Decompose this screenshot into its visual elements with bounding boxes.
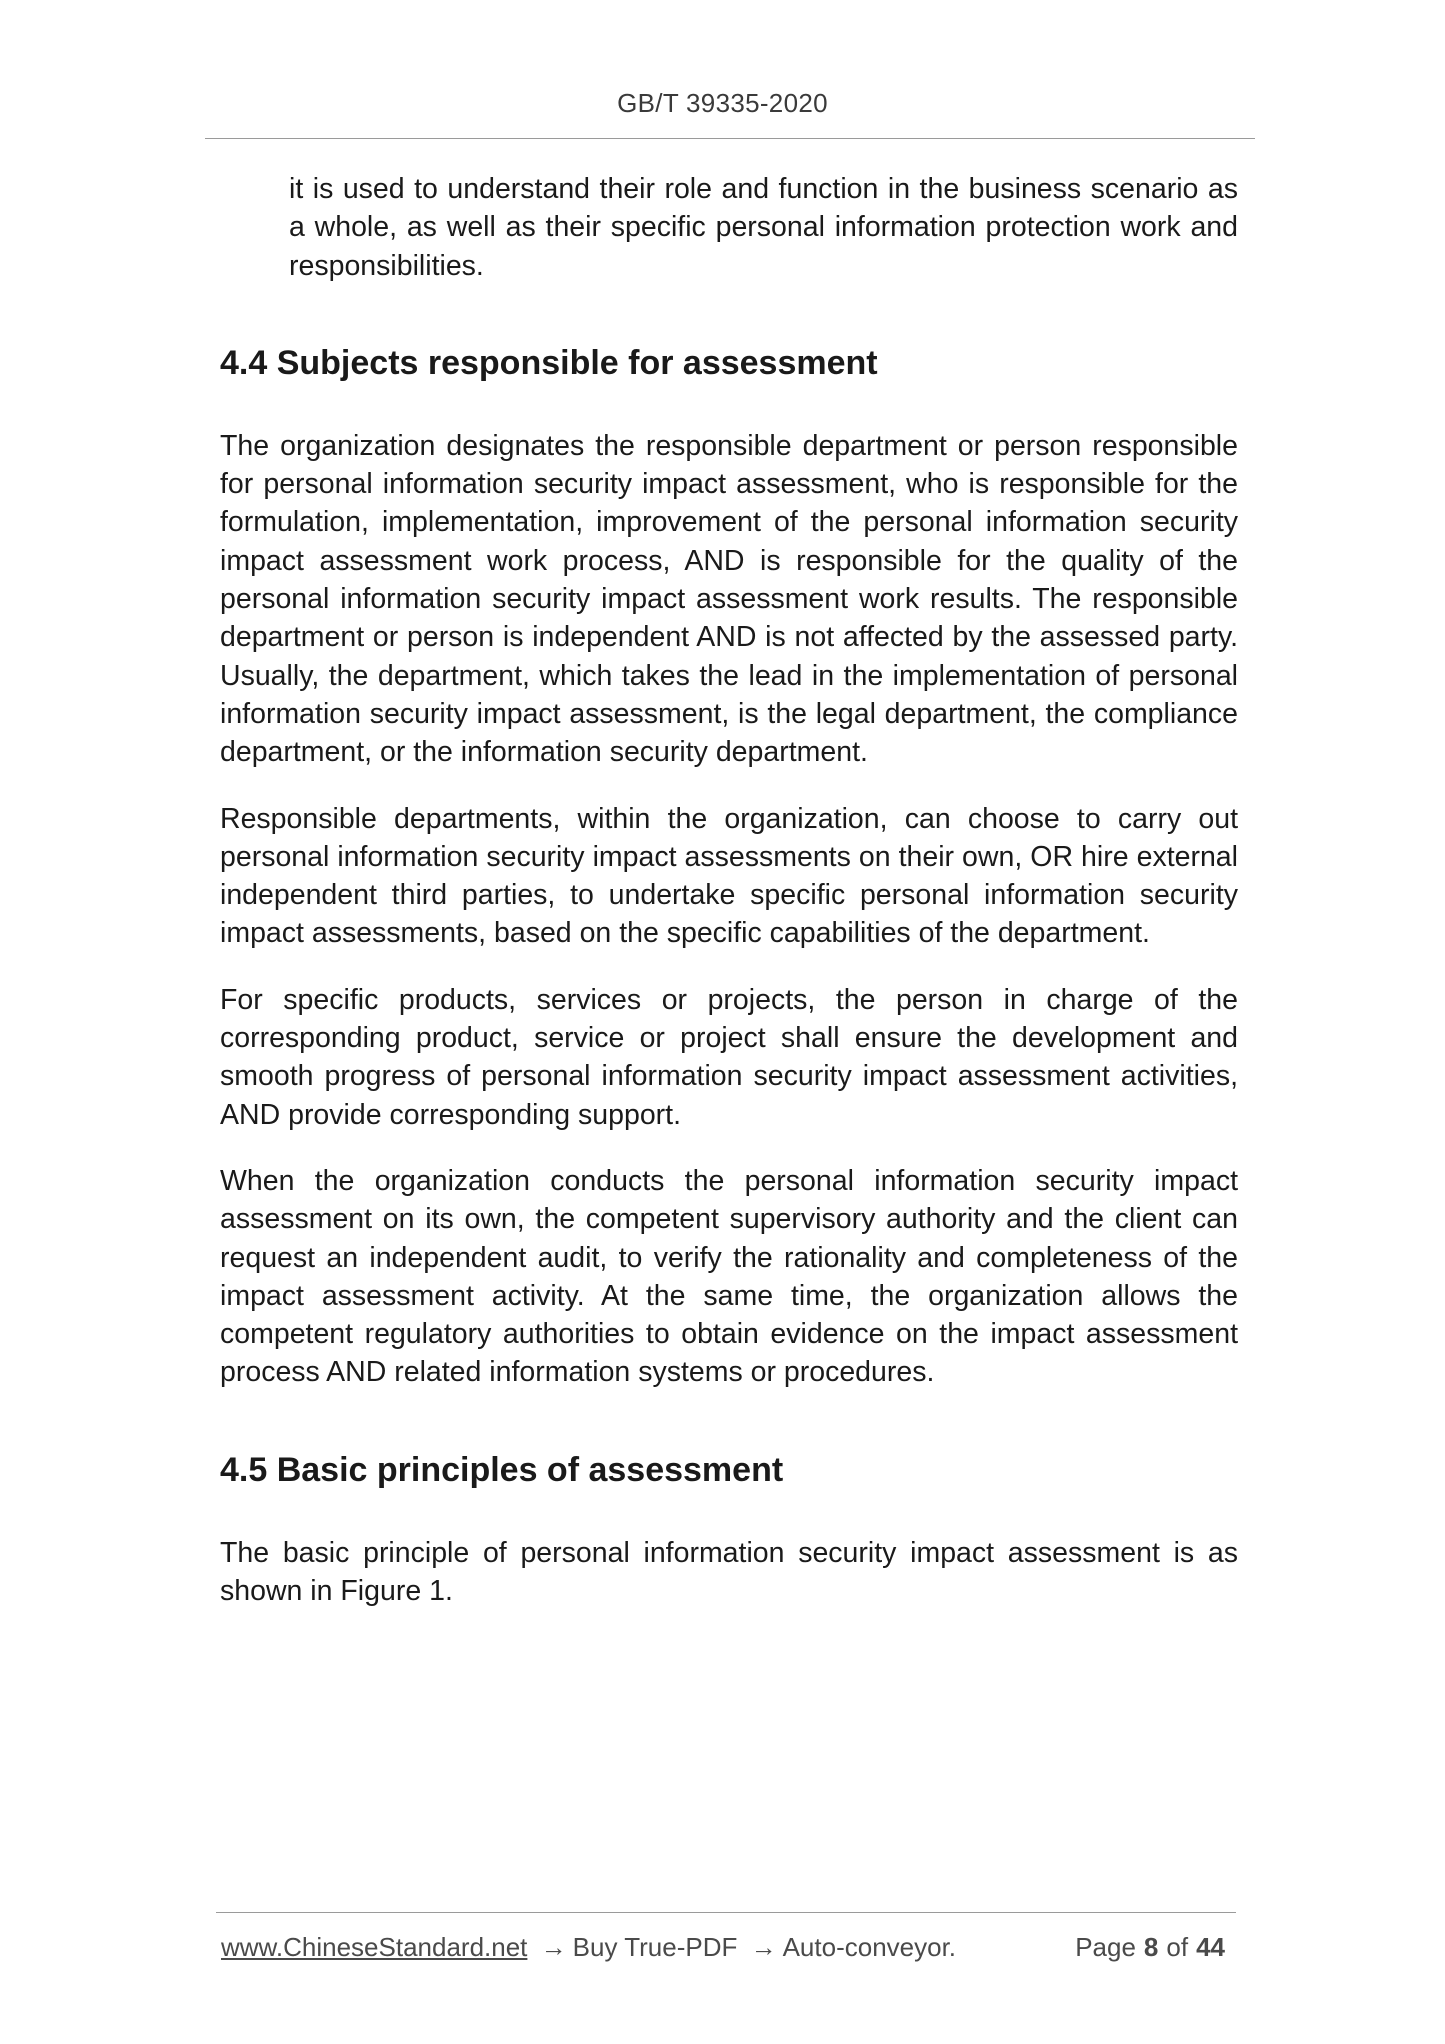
document-id-header: GB/T 39335-2020 — [617, 88, 828, 118]
paragraph-4-4-2: Responsible departments, within the organization, can choose to carry out personal information security impact assessments on their own, OR hire external independent third parties, to undertake specific personal information security impact assessments, based on the specific capabilities of the department. — [220, 802, 1238, 950]
paragraph-4-4-3: For specific products, services or projects, the person in charge of the corresponding product, service or project shall ensure the development and smooth progress of personal information security impact assessment activities, AND provide corresponding support. — [220, 983, 1238, 1131]
continuation-paragraph: it is used to understand their role and function in the business scenario as a whole, as well as their specific personal information protection work and responsibilities. — [289, 173, 1238, 282]
auto-conveyor-text: Auto-conveyor. — [782, 1932, 957, 1962]
footer-divider — [216, 1912, 1236, 1913]
page-label: Page — [1075, 1932, 1136, 1962]
of-label: of — [1166, 1932, 1189, 1962]
site-link[interactable]: www.ChineseStandard.net — [221, 1932, 528, 1962]
paragraph-4-4-4: When the organization conducts the personal information security impact assessment on its own, the competent supervisory authority and the client can request an independent audit, to verify the rationality and completeness of the impact assessment activity. At the same time, the organization allows the competent regulatory authorities to obtain evidence on the impact assessment process AND related information systems or procedures. — [220, 1164, 1238, 1389]
page-content — [220, 170, 1238, 1638]
current-page-number: 8 — [1143, 1932, 1159, 1962]
page-indicator — [1075, 1932, 1233, 1963]
section-heading-4-4: 4.4 Subjects responsible for assessment — [220, 343, 878, 382]
paragraph-4-5-1: The basic principle of personal information security impact assessment is as shown in Figure 1. — [220, 1536, 1238, 1608]
paragraph-4-4-1: The organization designates the responsible department or person responsible for personal information security impact assessment, who is responsible for the formulation, implementation, improvement of the personal information security impact assessment work process, AND is responsible for the quality of the personal information security impact assessment work results. The responsible department or person is independent AND is not affected by the assessed party. Usually, the department, which takes the lead in the implementation of personal information security impact assessment, is the legal department, the compliance department, or the information security department. — [220, 429, 1238, 769]
total-pages-number: 44 — [1196, 1932, 1225, 1962]
page-footer — [221, 1932, 1233, 1963]
section-heading-4-5: 4.5 Basic principles of assessment — [220, 1450, 784, 1489]
footer-links — [221, 1932, 956, 1963]
header-divider — [205, 138, 1255, 139]
buy-true-pdf-text: Buy True-PDF — [572, 1932, 738, 1962]
arrow-right-icon: → — [750, 1932, 777, 1962]
arrow-right-icon: → — [540, 1932, 567, 1962]
